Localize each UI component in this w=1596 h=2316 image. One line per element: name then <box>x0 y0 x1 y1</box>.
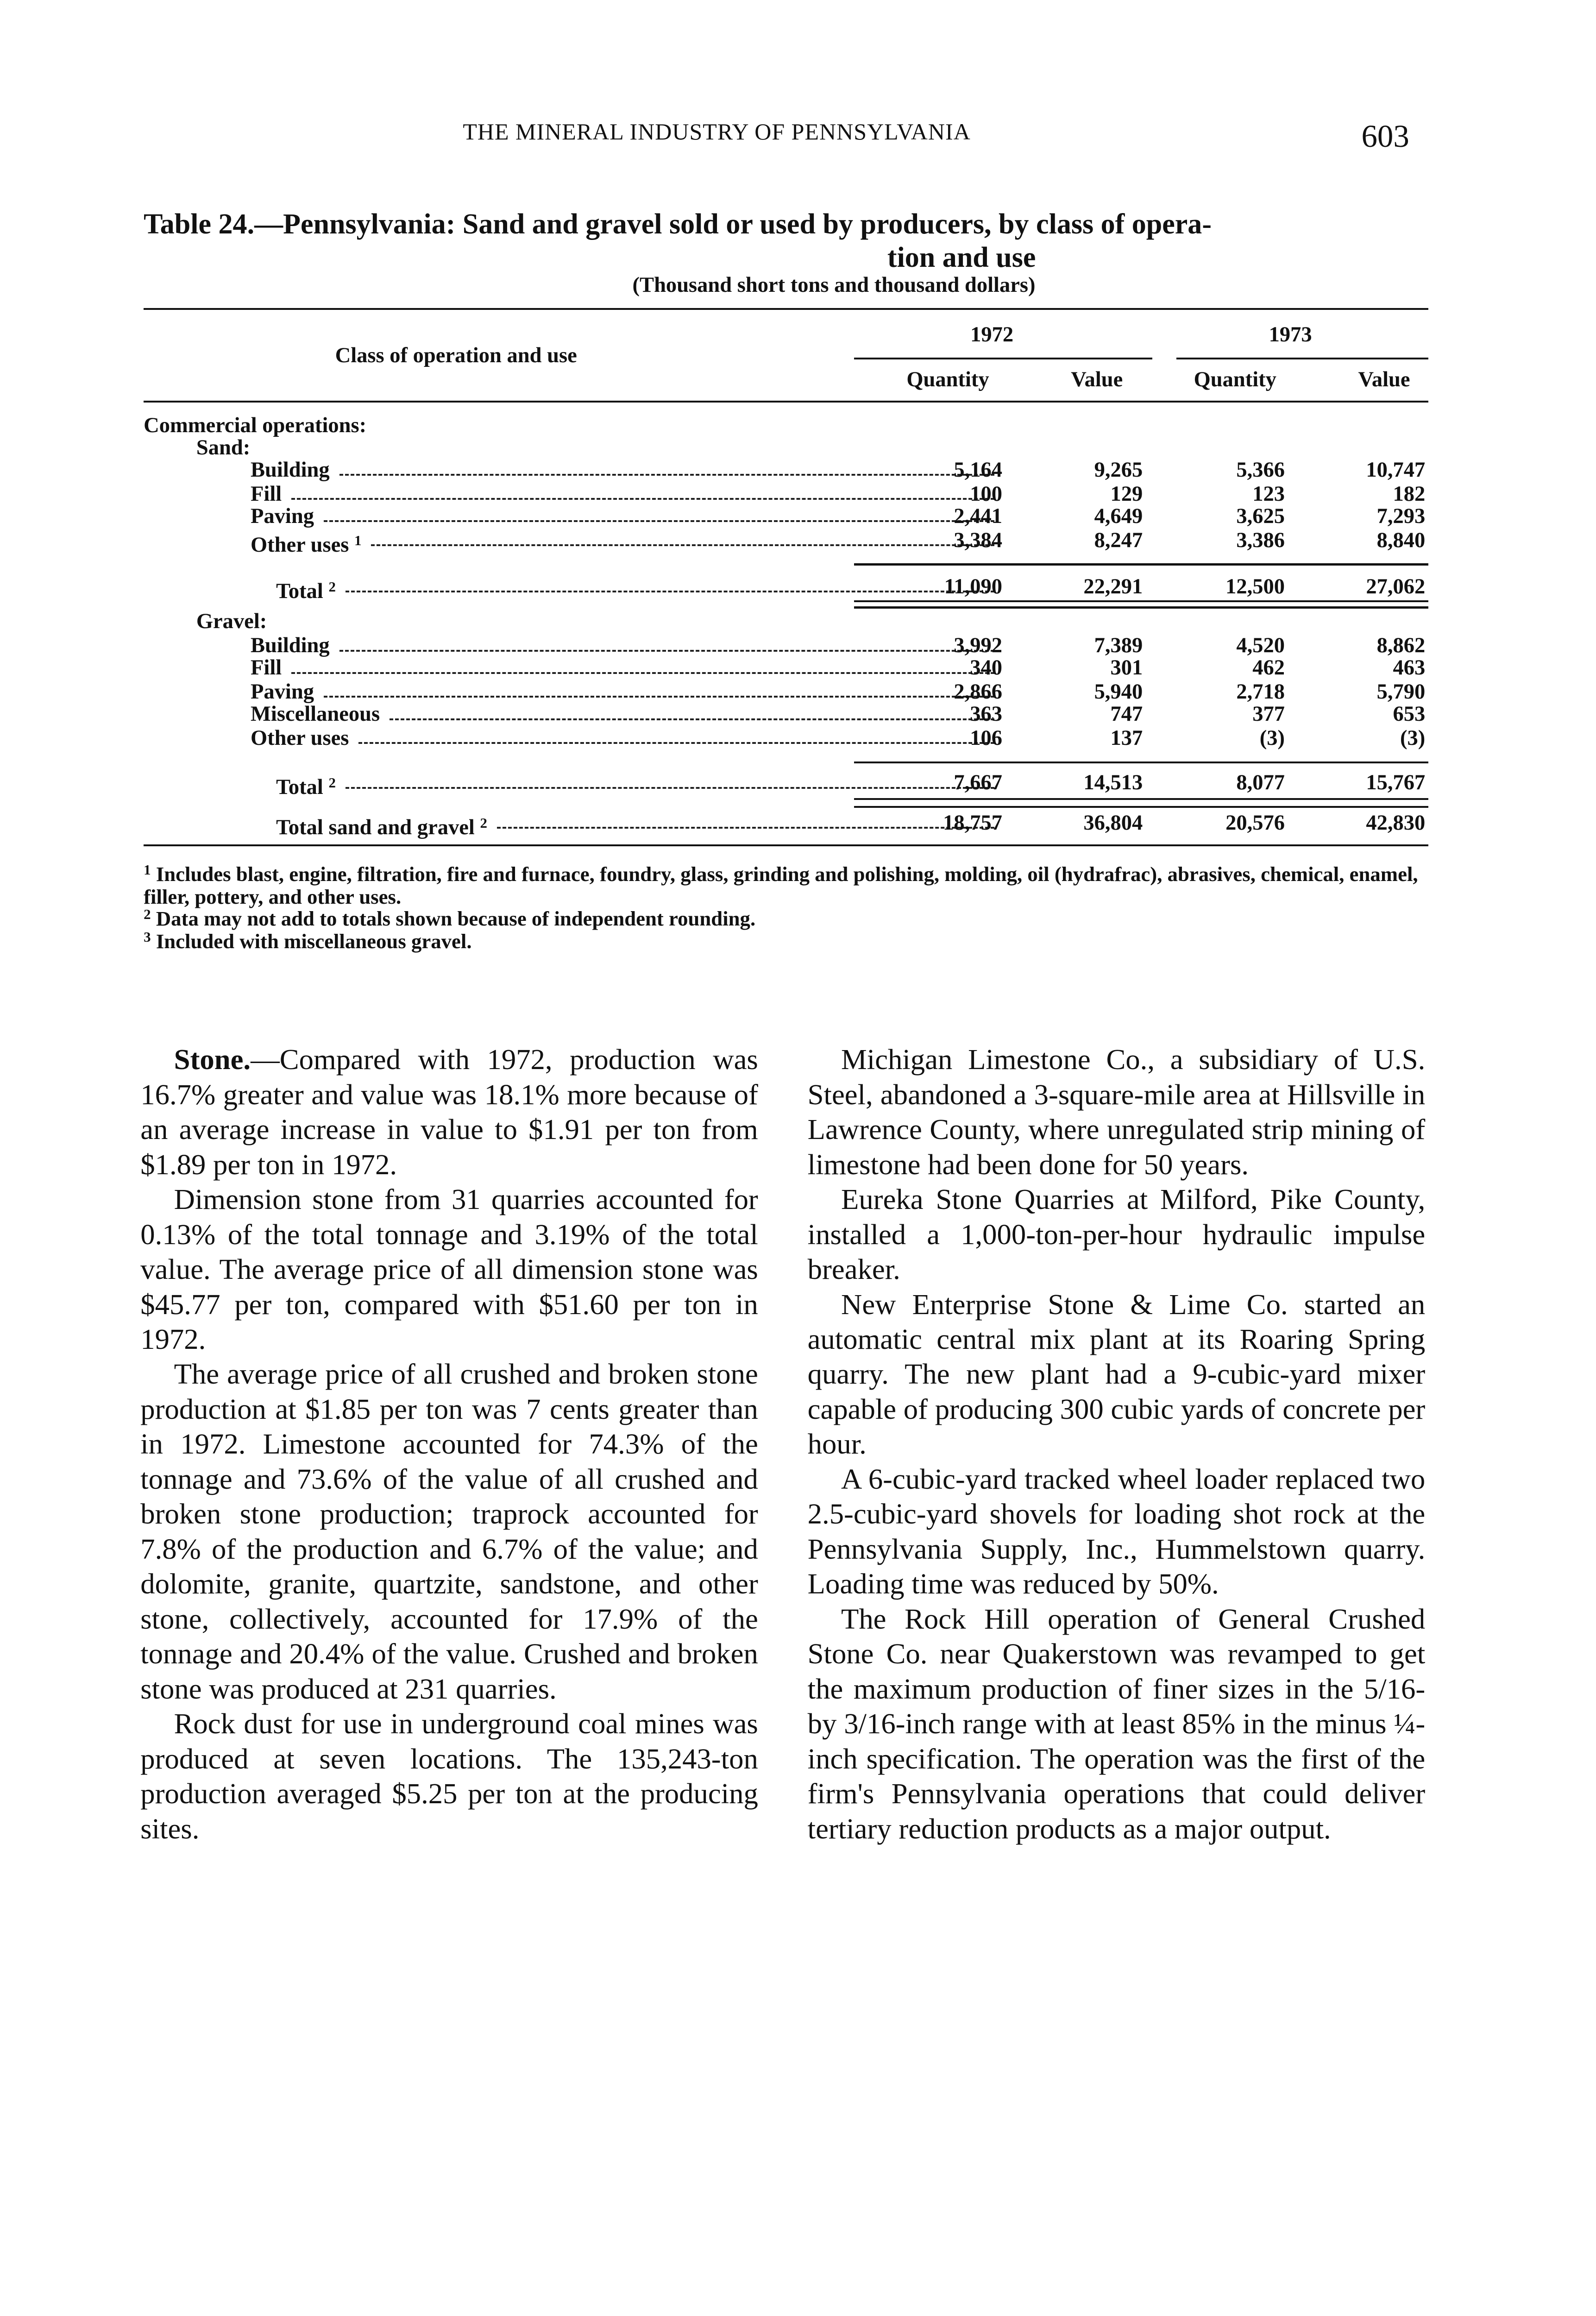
row-label-text: Paving <box>251 680 314 704</box>
row-label <box>276 811 487 839</box>
table-top-rule <box>144 308 1428 310</box>
table-cell: 12,500 <box>1225 574 1285 598</box>
paragraph <box>808 1182 1426 1287</box>
row-label <box>251 529 361 557</box>
table-row <box>144 458 1428 482</box>
paragraph <box>140 1042 758 1182</box>
row-label <box>196 436 250 460</box>
table-row <box>144 574 1428 603</box>
table-row <box>144 504 1428 529</box>
row-label <box>276 771 336 799</box>
paragraph <box>140 1706 758 1846</box>
row-label <box>251 458 330 482</box>
paragraph-text: New Enterprise Stone & Lime Co. started an automatic central mix plant at its Roaring Spring quarry. The new plant had a 9-cubic-yard mixer capable of producing 300 cubic yards of concrete per hour. <box>807 1288 1426 1460</box>
table-cell: 2,866 <box>954 680 1003 704</box>
table-cell: 8,247 <box>1094 528 1143 552</box>
stub-header: Class of operation and use <box>335 343 577 367</box>
row-label <box>251 702 380 726</box>
sum-rule <box>854 600 1429 602</box>
table-cell: 106 <box>970 726 1003 750</box>
row-label-text: Miscellaneous <box>251 702 380 726</box>
table-row <box>144 702 1428 726</box>
table-cell: 8,077 <box>1236 771 1285 795</box>
paragraph-text: The average price of all crushed and broken stone production at $1.85 per ton was 7 cents greater than in 1972. Limestone accounted for 74.3% of the tonnage and 73.6% of the value of all crushed and broken stone production; traprock accounted for 7.8% of the production and 6.7% of the value; and dolomite, granite, quartzite, sandstone, and other stone, collectively, accounted for 17.9% of the tonnage and 20.4% of the value. Crushed and broken stone was produced at 231 quarries. <box>140 1358 758 1705</box>
paragraph-heading: Stone. <box>174 1043 251 1076</box>
footnote-ref: 2 <box>328 774 336 791</box>
footnote-mark: 3 <box>144 928 151 945</box>
table-cell: 377 <box>1252 702 1285 726</box>
footnote-ref: 2 <box>328 578 336 595</box>
paragraph <box>808 1462 1426 1602</box>
header-bottom-rule <box>144 401 1428 403</box>
footnote-mark: 1 <box>144 861 151 878</box>
footnote <box>144 926 1428 953</box>
row-label-text: Total sand and gravel <box>276 815 475 839</box>
row-label <box>276 575 336 603</box>
paragraph-text: A 6-cubic-yard tracked wheel loader replaced two 2.5-cubic-yard shovels for loading shot rock at the Pennsylvania Supply, Inc., Hummelstown quarry. Loading time was reduced by 50%. <box>807 1462 1426 1600</box>
row-label <box>251 680 314 704</box>
text-column-right <box>808 1042 1426 1846</box>
table-cell: 2,441 <box>954 504 1003 528</box>
table-cell: 5,164 <box>954 458 1003 482</box>
paragraph <box>140 1182 758 1357</box>
table-row <box>144 414 1428 438</box>
row-label-text: Commercial operations: <box>144 413 367 437</box>
table-cell: 653 <box>1393 702 1426 726</box>
table-title-line: Table 24.—Pennsylvania: Sand and gravel sold or used by producers, by class of opera- <box>144 208 1212 240</box>
footnote-ref: 2 <box>480 814 487 831</box>
table-row <box>144 610 1428 634</box>
row-label-text: Total <box>276 775 323 799</box>
table-cell: 5,940 <box>1094 680 1143 704</box>
row-label <box>196 610 267 634</box>
sum-rule <box>854 806 1429 808</box>
table-row <box>144 528 1428 557</box>
sum-rule <box>854 606 1429 608</box>
table-cell: 747 <box>1110 702 1143 726</box>
table-cell: 5,366 <box>1236 458 1285 482</box>
table-cell: 100 <box>970 482 1003 506</box>
footnote-text: Includes blast, engine, filtration, fire and furnace, foundry, glass, grinding and polishing, molding, oil (hydrafrac), abrasives, chemical, enamel, filler, pottery, and other uses. <box>144 862 1418 908</box>
year-header: 1973 <box>1269 323 1312 347</box>
paragraph <box>808 1042 1426 1182</box>
row-label <box>251 634 330 658</box>
table-bottom-rule <box>144 844 1428 846</box>
running-head: THE MINERAL INDUSTRY OF PENNSYLVANIA <box>463 119 971 145</box>
table-row <box>144 726 1428 750</box>
table-cell: 42,830 <box>1366 811 1426 835</box>
paragraph-text: Rock dust for use in underground coal mines was produced at seven locations. The 135,243-ton production averaged $5.25 per ton at the producing sites. <box>140 1707 758 1845</box>
table-title <box>144 208 1428 275</box>
footnote <box>144 859 1428 908</box>
text-column-left <box>140 1042 758 1846</box>
table-cell: 4,520 <box>1236 634 1285 658</box>
table-cell: 20,576 <box>1225 811 1285 835</box>
table-cell: 3,625 <box>1236 504 1285 528</box>
paragraph-text: Eureka Stone Quarries at Milford, Pike County, installed a 1,000-ton-per-hour hydraulic impulse breaker. <box>807 1183 1426 1286</box>
row-label <box>251 656 282 680</box>
paragraph-text: Michigan Limestone Co., a subsidiary of U.S. Steel, abandoned a 3-square-mile area at Hillsville in Lawrence County, where unregulated strip mining of limestone had been done for 50 years. <box>807 1043 1426 1181</box>
row-label <box>251 726 349 750</box>
table-cell: 7,389 <box>1094 634 1143 658</box>
table-cell: 340 <box>970 656 1003 680</box>
row-label-text: Paving <box>251 504 314 528</box>
table-cell: 137 <box>1110 726 1143 750</box>
row-label <box>144 414 366 438</box>
row-label-text: Building <box>251 458 330 482</box>
paragraph-text: —Compared with 1972, production was 16.7% greater and value was 18.1% more because of an average increase in value to $1.91 per ton from $1.89 per ton in 1972. <box>140 1043 758 1181</box>
year-rule <box>1176 358 1428 359</box>
table-cell: 2,718 <box>1236 680 1285 704</box>
row-label-text: Fill <box>251 656 282 680</box>
table-row <box>144 436 1428 460</box>
table-cell: 14,513 <box>1083 771 1143 795</box>
footnote-mark: 2 <box>144 906 151 923</box>
table-row <box>144 680 1428 704</box>
table-subtitle: (Thousand short tons and thousand dollars) <box>632 273 1036 297</box>
table-cell: 27,062 <box>1366 574 1426 598</box>
table-cell: 9,265 <box>1094 458 1143 482</box>
table-cell: 3,386 <box>1236 528 1285 552</box>
table-title-line: tion and use <box>887 242 1036 274</box>
year-header: 1972 <box>970 323 1014 347</box>
row-label-text: Other uses <box>251 726 349 750</box>
table-cell: 10,747 <box>1366 458 1426 482</box>
paragraph <box>808 1602 1426 1846</box>
column-header: Quantity <box>1194 367 1276 391</box>
row-label-text: Sand: <box>196 435 251 459</box>
row-label-text: Total <box>276 579 323 603</box>
table-row <box>144 811 1428 839</box>
table-cell: (3) <box>1400 726 1426 750</box>
year-rule <box>854 358 1152 359</box>
paragraph <box>808 1287 1426 1462</box>
column-header: Value <box>1358 367 1410 391</box>
row-label-text: Other uses <box>251 533 349 557</box>
table-cell: 11,090 <box>944 574 1003 598</box>
paragraph <box>140 1357 758 1706</box>
table-row <box>144 634 1428 658</box>
sum-rule <box>854 798 1429 800</box>
table-cell: 3,384 <box>954 528 1003 552</box>
table-cell: 462 <box>1252 656 1285 680</box>
table-cell: 7,293 <box>1376 504 1426 528</box>
column-header: Quantity <box>906 367 989 391</box>
table-cell: 129 <box>1110 482 1143 506</box>
column-header: Value <box>1071 367 1123 391</box>
table-cell: 301 <box>1110 656 1143 680</box>
table-cell: 36,804 <box>1083 811 1143 835</box>
row-label <box>251 482 282 506</box>
footnote-ref: 1 <box>354 532 362 548</box>
table-cell: 4,649 <box>1094 504 1143 528</box>
table-cell: 8,840 <box>1376 528 1426 552</box>
table-cell: 8,862 <box>1376 634 1426 658</box>
page-number: 603 <box>1361 119 1409 154</box>
paragraph-text: The Rock Hill operation of General Crushed Stone Co. near Quakerstown was revamped to get the maximum production of finer sizes in the 5/16- by 3/16-inch range with at least 85% in the minus ¼-inch specification. The operation was the first of the firm's Pennsylvania operations that could deliver tertiary reduction products as a major output. <box>807 1602 1426 1845</box>
paragraph-text: Dimension stone from 31 quarries accounted for 0.13% of the total tonnage and 3.19% of the total value. The average price of all dimension stone was $45.77 per ton, compared with $51.60 per ton in 1972. <box>140 1183 758 1355</box>
table-cell: 5,790 <box>1376 680 1426 704</box>
table-cell: 7,667 <box>954 771 1003 795</box>
table-row <box>144 656 1428 680</box>
row-label <box>251 504 314 529</box>
row-label-text: Fill <box>251 482 282 506</box>
table-row <box>144 771 1428 799</box>
footnote-text: Data may not add to totals shown because of independent rounding. <box>156 907 756 931</box>
sum-rule <box>854 563 1429 565</box>
table-cell: 182 <box>1393 482 1426 506</box>
table-cell: 3,992 <box>954 634 1003 658</box>
table-cell: 18,757 <box>943 811 1003 835</box>
row-label-text: Building <box>251 634 330 658</box>
footnote-text: Included with miscellaneous gravel. <box>156 929 472 953</box>
table-cell: 363 <box>970 702 1003 726</box>
table-cell: 463 <box>1393 656 1426 680</box>
table-row <box>144 482 1428 506</box>
table-cell: 22,291 <box>1083 574 1143 598</box>
table-cell: 15,767 <box>1366 771 1426 795</box>
table-cell: (3) <box>1259 726 1285 750</box>
sum-rule <box>854 762 1429 763</box>
table-cell: 123 <box>1252 482 1285 506</box>
row-label-text: Gravel: <box>196 610 267 634</box>
